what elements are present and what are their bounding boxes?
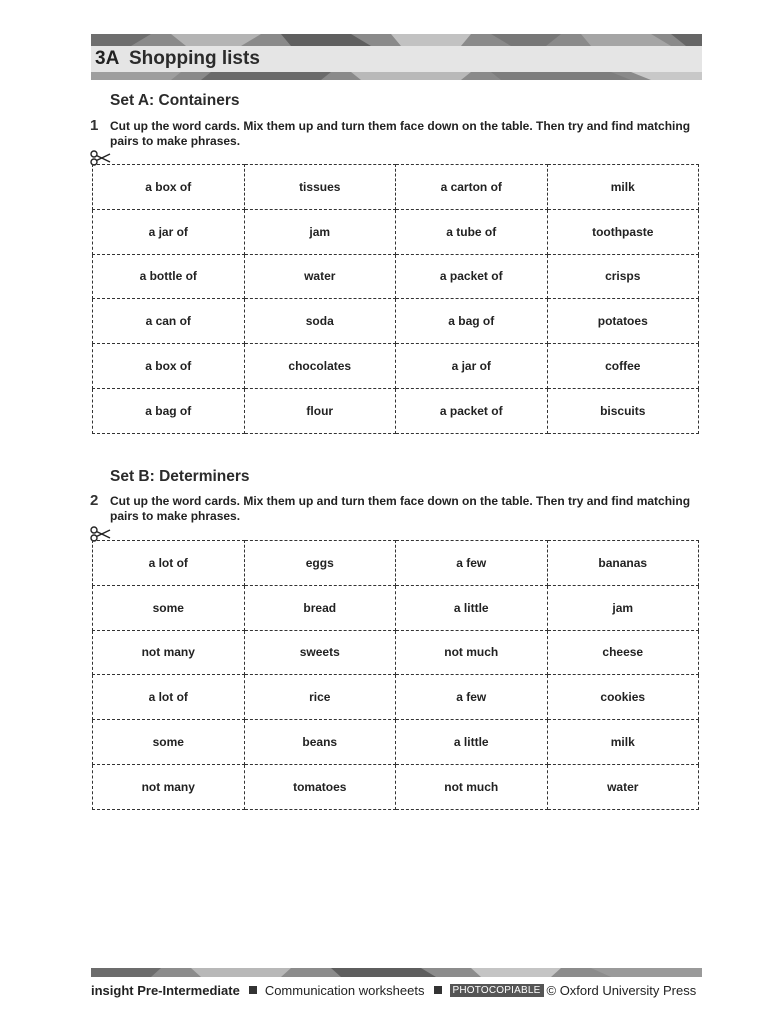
table-row <box>93 585 699 630</box>
word-card[interactable]: chocolates <box>244 344 396 389</box>
word-card[interactable]: a bag of <box>396 299 548 344</box>
table-row <box>93 630 699 675</box>
word-card[interactable]: milk <box>547 720 699 765</box>
table-row <box>93 764 699 809</box>
word-card[interactable]: tomatoes <box>244 764 396 809</box>
table-row <box>93 388 699 433</box>
word-card[interactable]: potatoes <box>547 299 699 344</box>
set-a-card-table <box>92 164 699 434</box>
word-card[interactable]: jam <box>547 585 699 630</box>
word-card[interactable]: a can of <box>93 299 245 344</box>
word-card[interactable]: a few <box>396 675 548 720</box>
word-card[interactable]: not much <box>396 630 548 675</box>
word-card[interactable]: bananas <box>547 541 699 586</box>
word-card[interactable]: eggs <box>244 541 396 586</box>
word-card[interactable]: not many <box>93 630 245 675</box>
page-title: Shopping lists <box>129 48 260 69</box>
word-card[interactable]: cheese <box>547 630 699 675</box>
word-card[interactable]: a box of <box>93 344 245 389</box>
banner-title-strip <box>91 46 702 72</box>
table-row <box>93 720 699 765</box>
header-banner <box>91 34 702 80</box>
set-a-title: Set A: Containers <box>110 92 240 109</box>
word-card[interactable]: toothpaste <box>547 209 699 254</box>
table-row <box>93 344 699 389</box>
word-card[interactable]: some <box>93 585 245 630</box>
word-card[interactable]: a little <box>396 720 548 765</box>
word-card[interactable]: a jar of <box>93 209 245 254</box>
word-card[interactable]: a jar of <box>396 344 548 389</box>
table-row <box>93 299 699 344</box>
word-card[interactable]: a lot of <box>93 675 245 720</box>
table-row <box>93 254 699 299</box>
square-bullet-icon <box>249 986 257 994</box>
word-card[interactable]: jam <box>244 209 396 254</box>
word-card[interactable]: flour <box>244 388 396 433</box>
footer-copyright: © Oxford University Press <box>546 982 697 998</box>
word-card[interactable]: beans <box>244 720 396 765</box>
footer-collage-band <box>91 968 702 977</box>
table-row <box>93 165 699 210</box>
word-card[interactable]: a packet of <box>396 254 548 299</box>
word-card[interactable]: water <box>547 764 699 809</box>
word-card[interactable]: a tube of <box>396 209 548 254</box>
set-b-title: Set B: Determiners <box>110 468 250 485</box>
footer-brand: insight Pre-Intermediate <box>91 982 240 998</box>
table-row <box>93 541 699 586</box>
word-card[interactable]: a bottle of <box>93 254 245 299</box>
word-card[interactable]: sweets <box>244 630 396 675</box>
footer-series: Communication worksheets <box>264 982 425 998</box>
word-card[interactable]: biscuits <box>547 388 699 433</box>
exercise-number-1: 1 <box>90 117 99 134</box>
word-card[interactable]: some <box>93 720 245 765</box>
word-card[interactable]: a packet of <box>396 388 548 433</box>
set-a-instruction: Cut up the word cards. Mix them up and turn them face down on the table. Then try and find matching pairs to make phrases. <box>110 119 691 148</box>
word-card[interactable]: bread <box>244 585 396 630</box>
word-card[interactable]: a lot of <box>93 541 245 586</box>
table-row <box>93 675 699 720</box>
word-card[interactable]: water <box>244 254 396 299</box>
page-footer <box>91 981 702 999</box>
word-card[interactable]: not many <box>93 764 245 809</box>
table-row <box>93 209 699 254</box>
exercise-number-2: 2 <box>90 492 99 509</box>
word-card[interactable]: soda <box>244 299 396 344</box>
square-bullet-icon <box>434 986 442 994</box>
word-card[interactable]: a bag of <box>93 388 245 433</box>
worksheet-code: 3A <box>95 48 120 69</box>
word-card[interactable]: milk <box>547 165 699 210</box>
word-card[interactable]: not much <box>396 764 548 809</box>
word-card[interactable]: rice <box>244 675 396 720</box>
word-card[interactable]: crisps <box>547 254 699 299</box>
word-card[interactable]: a carton of <box>396 165 548 210</box>
set-b-instruction: Cut up the word cards. Mix them up and turn them face down on the table. Then try and find matching pairs to make phrases. <box>110 494 691 523</box>
word-card[interactable]: a few <box>396 541 548 586</box>
word-card[interactable]: a little <box>396 585 548 630</box>
set-b-card-table <box>92 540 699 810</box>
word-card[interactable]: cookies <box>547 675 699 720</box>
word-card[interactable]: tissues <box>244 165 396 210</box>
word-card[interactable]: coffee <box>547 344 699 389</box>
photocopiable-badge: PHOTOCOPIABLE <box>450 984 544 997</box>
word-card[interactable]: a box of <box>93 165 245 210</box>
